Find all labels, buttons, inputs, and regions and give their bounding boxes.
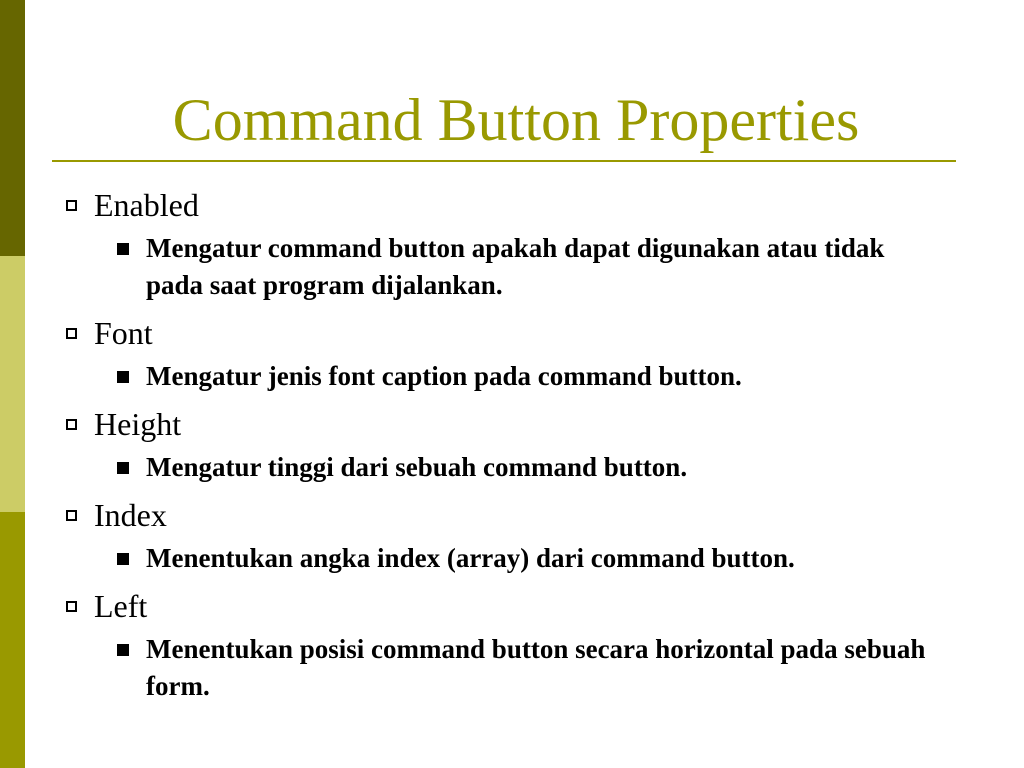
bullet-list bbox=[62, 180, 962, 709]
list-item-height bbox=[62, 399, 962, 486]
filled-square-bullet-icon bbox=[117, 462, 129, 474]
item-description: Menentukan posisi command button secara horizontal pada sebuah form. bbox=[146, 634, 926, 701]
slide-title: Command Button Properties bbox=[172, 87, 860, 153]
list-item-enabled bbox=[62, 180, 962, 304]
list-item-font bbox=[62, 308, 962, 395]
item-label: Font bbox=[94, 315, 153, 351]
item-description: Mengatur jenis font caption pada command button. bbox=[146, 361, 742, 391]
item-label: Index bbox=[94, 497, 167, 533]
filled-square-bullet-icon bbox=[117, 553, 129, 565]
list-item-index bbox=[62, 490, 962, 577]
item-description: Mengatur tinggi dari sebuah command button. bbox=[146, 452, 688, 482]
side-bar-top bbox=[0, 0, 25, 256]
hollow-square-bullet-icon bbox=[66, 419, 77, 430]
item-label: Enabled bbox=[94, 187, 199, 223]
hollow-square-bullet-icon bbox=[66, 200, 77, 211]
filled-square-bullet-icon bbox=[117, 644, 129, 656]
hollow-square-bullet-icon bbox=[66, 601, 77, 612]
item-description: Menentukan angka index (array) dari command button. bbox=[146, 543, 795, 573]
filled-square-bullet-icon bbox=[117, 371, 129, 383]
title-underline bbox=[52, 160, 956, 162]
hollow-square-bullet-icon bbox=[66, 328, 77, 339]
side-bar-bottom bbox=[0, 512, 25, 768]
side-bar-middle bbox=[0, 256, 25, 512]
item-label: Left bbox=[94, 588, 148, 624]
item-label: Height bbox=[94, 406, 182, 442]
list-item-left bbox=[62, 581, 962, 705]
item-description: Mengatur command button apakah dapat digunakan atau tidak pada saat program dijalankan. bbox=[146, 233, 885, 300]
filled-square-bullet-icon bbox=[117, 243, 129, 255]
hollow-square-bullet-icon bbox=[66, 510, 77, 521]
